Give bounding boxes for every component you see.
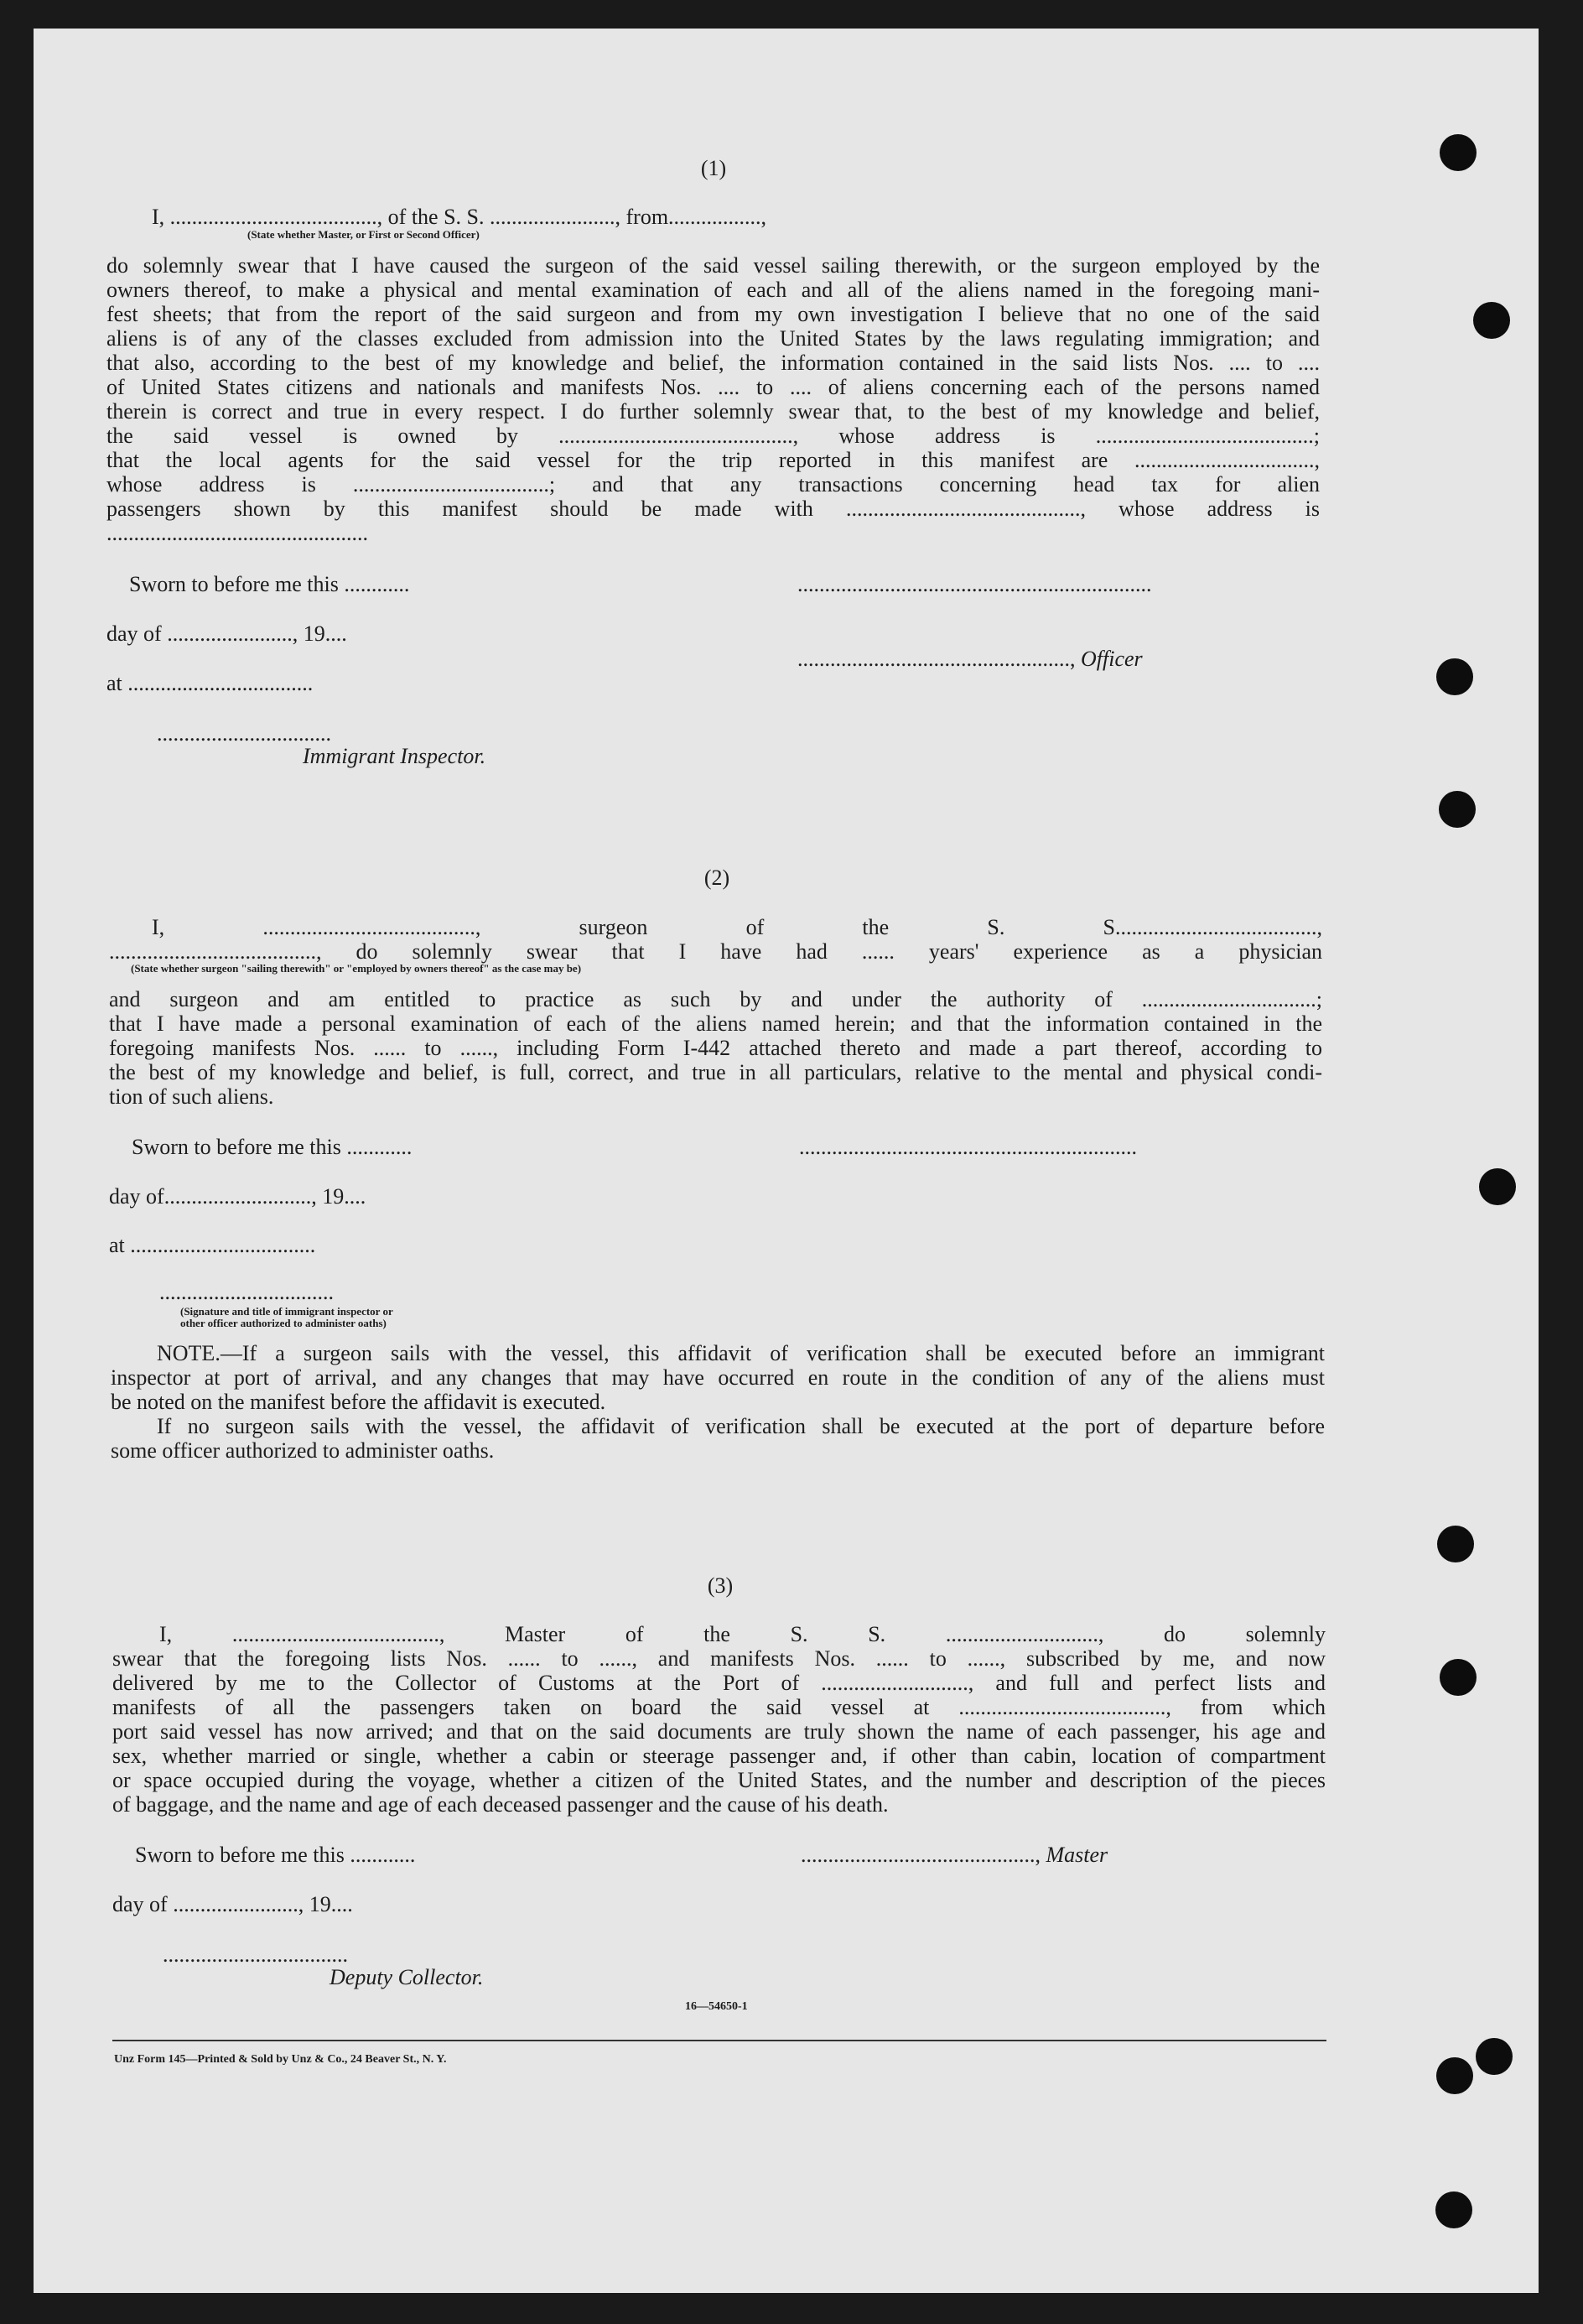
section-2-signature-line: .............................................................. <box>799 1135 1137 1159</box>
footer-rule <box>112 2040 1326 2041</box>
punch-hole <box>1473 302 1510 339</box>
section-1-number: (1) <box>700 156 727 180</box>
section-1-officer-note: (State whether Master, or First or Second Officer) <box>247 228 480 241</box>
section-2-inspector-note-1: (Signature and title of immigrant inspector or <box>180 1305 393 1318</box>
section-2-inspector-note-2: other officer authorized to administer oaths) <box>180 1317 387 1329</box>
section-2-inspector-line: ................................ <box>159 1280 334 1304</box>
section-2-first-line: I, ......................................., surgeon of the S. S....................................., <box>152 915 1322 939</box>
section-1-day-of: day of ......................., 19.... <box>106 621 347 646</box>
officer-label: Officer <box>1081 647 1143 671</box>
section-3-sworn: Sworn to before me this ............ <box>135 1843 416 1867</box>
note-label: NOTE. <box>157 1341 221 1365</box>
section-2-at: at .................................. <box>109 1233 316 1257</box>
section-3-day-of: day of ......................., 19.... <box>112 1892 353 1916</box>
section-2-note-line-3: be noted on the manifest before the affidavit is executed. <box>111 1390 606 1414</box>
section-1-officer-line: .................................................., Officer <box>797 647 1143 671</box>
punch-hole <box>1436 2057 1473 2094</box>
punch-hole <box>1479 1168 1516 1205</box>
section-1-inspector-label: Immigrant Inspector. <box>303 744 486 768</box>
punch-hole <box>1440 134 1477 171</box>
section-1-first-line: I, ......................................, of the S. S. ......................., from................., <box>152 205 767 229</box>
punch-hole <box>1439 791 1476 828</box>
punch-hole <box>1476 2038 1513 2075</box>
punch-hole <box>1436 658 1473 695</box>
section-3-number: (3) <box>707 1573 734 1598</box>
printer-imprint: Unz Form 145—Printed & Sold by Unz & Co., 24 Beaver St., N. Y. <box>114 2053 447 2066</box>
section-2-sworn: Sworn to before me this ............ <box>132 1135 413 1159</box>
form-number: 16—54650-1 <box>685 2000 748 2013</box>
section-2-surgeon-note: (State whether surgeon "sailing therewith" or "employed by owners thereof" as the case may be) <box>131 962 582 975</box>
section-2-number: (2) <box>703 866 730 890</box>
section-3-deputy-label: Deputy Collector. <box>330 1965 484 1989</box>
section-1-at: at .................................. <box>106 671 314 695</box>
section-3-deputy-line: .................................. <box>163 1942 348 1967</box>
section-2-note-line-2: inspector at port of arrival, and any changes that may have occurred en route in the condition of any of the aliens must <box>111 1365 1325 1390</box>
section-2-day-of: day of..........................., 19.... <box>109 1184 366 1209</box>
section-2-note-line-1: NOTE.—If a surgeon sails with the vessel, this affidavit of verification shall be executed before an immigrant <box>157 1341 1325 1365</box>
section-2-second-line: ......................................, do solemnly swear that I have had ...... years' experience as a physician <box>109 939 1322 964</box>
punch-hole <box>1435 2191 1472 2228</box>
master-label: Master <box>1046 1843 1108 1867</box>
section-1-inspector-line: ................................ <box>157 721 331 746</box>
section-2-note2-line-1: If no surgeon sails with the vessel, the affidavit of verification shall be executed at the port of departure before <box>157 1414 1325 1438</box>
section-1-sworn: Sworn to before me this ............ <box>129 572 410 596</box>
punch-hole <box>1440 1659 1477 1696</box>
punch-hole <box>1437 1526 1474 1562</box>
section-2-note2-line-2: some officer authorized to administer oaths. <box>111 1438 495 1463</box>
section-1-signature-line: ................................................................. <box>797 572 1152 596</box>
section-3-master-line: ..........................................., Master <box>801 1843 1108 1867</box>
